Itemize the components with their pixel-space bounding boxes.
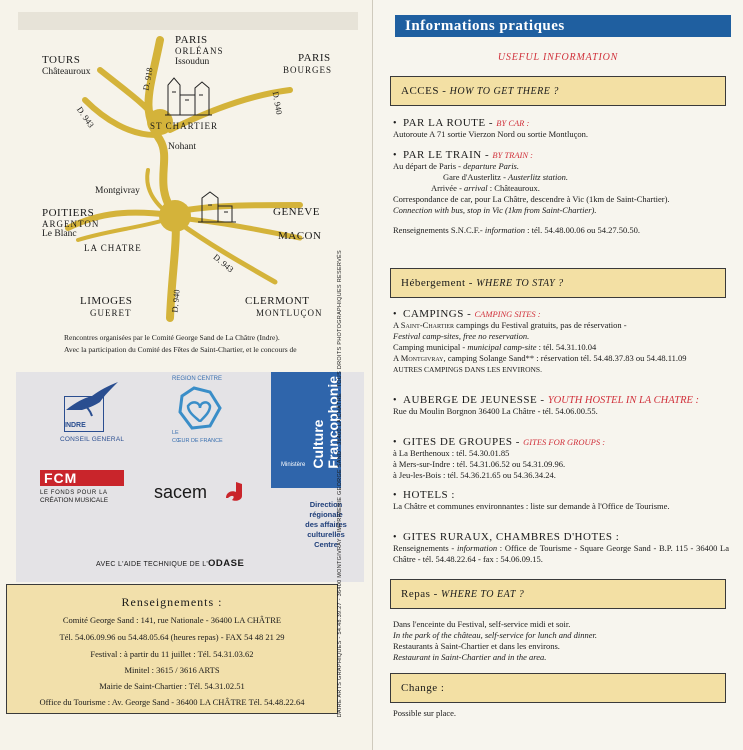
change-band (390, 673, 726, 703)
reng-phone-line: Tél. 54.06.09.96 ou 54.48.05.64 (heures repas) - FAX 54 48 21 29 (59, 632, 285, 642)
reng-minitel-line: Minitel : 3615 / 3616 ARTS (124, 665, 220, 675)
train-l2-en: Austerlitz station. (508, 172, 569, 182)
train-l1-fr: Au départ de Paris - (393, 161, 464, 171)
region-centre-logo (166, 372, 236, 452)
hotels-title: HOTELS : (403, 489, 455, 501)
city-nohant: Nohant (168, 142, 196, 152)
train-connection-en: Connection with bus, stop in Vic (1km from Saint-Chartier). (393, 205, 597, 215)
auberge-address: Rue du Moulin Borgnon 36400 La Châtre - tél. 54.06.00.55. (393, 406, 598, 416)
city-limoges: LIMOGES (80, 295, 133, 307)
reng-comite-line (7, 615, 337, 625)
bullet-icon: • (393, 150, 397, 161)
city-la-chatre: LA CHATRE (84, 243, 142, 253)
repas-band (390, 579, 726, 609)
right-page (372, 0, 743, 750)
road-d943-top: D. 943 (74, 104, 97, 130)
reng-office-address: Av. George Sand - 36400 LA CHÂTRE Tél. 54.48.22.64 (110, 697, 305, 707)
gites-l2: à Mers-sur-Indre : tél. 54.31.06.52 ou 54.31.09.96. (393, 459, 566, 469)
change-text: Possible sur place. (393, 708, 457, 718)
campings-title-en: CAMPING SITES : (474, 309, 541, 319)
city-bourges: BOURGES (283, 65, 333, 75)
gites-ruraux-section (393, 532, 729, 565)
campings-montgivray: A Montgivray (393, 353, 444, 363)
city-issoudun: Issoudun (175, 57, 210, 67)
change-section (393, 708, 729, 719)
castle-icon (165, 78, 212, 115)
train-connection-fr: Correspondance de car, pour La Châtre, descendre à Vic (1km de Saint-Chartier). (393, 194, 670, 204)
change-label: Change : (401, 682, 445, 694)
bird-icon (60, 380, 120, 420)
printer-credit-text: DAIRE ARTS GRAPHIQUES - 54.48.39.27 - 36400 MONTGIVRAY - IMPRIMERIE GEORGE SAND - 36400 LA CHÂTRE - TOUS DROITS PHOTOGRAPHIQUES RESERVÉS (337, 250, 343, 718)
train-l1-en: departure Paris. (463, 161, 519, 171)
sacem-note-icon (222, 480, 244, 502)
technical-aid-prefix: AVEC L'AIDE TECHNIQUE DE L' (96, 561, 209, 568)
train-section (393, 150, 729, 236)
ministere-label: Ministère (281, 462, 306, 468)
hotels-text: La Châtre et communes environnantes : liste sur demande à l'Office de Tourisme. (393, 501, 670, 511)
acces-english: HOW TO GET THERE ? (449, 86, 559, 97)
region-le-label: LE (172, 430, 179, 436)
fcm-tagline-2: CRÉATION MUSICALE (40, 497, 109, 504)
direction-line: Direction (309, 500, 343, 509)
bullet-icon: • (393, 437, 397, 448)
technical-aid-text (96, 558, 244, 569)
repas-l2: In the park of the château, self-service for lunch and dinner. (393, 630, 597, 640)
acces-label: ACCES - (401, 85, 450, 97)
train-title: PAR LE TRAIN - (403, 149, 493, 161)
city-le-blanc: Le Blanc (42, 229, 77, 239)
direction-line: culturelles (307, 530, 345, 539)
city-macon: MACON (278, 230, 322, 242)
conseil-general-label: CONSEIL GENERAL (60, 436, 125, 443)
ruraux-l1-fr: Renseignements - (393, 543, 457, 553)
city-montlucon: MONTLUÇON (256, 308, 323, 318)
renseignements-title: Renseignements : (121, 595, 223, 609)
train-l2-fr: Gare d'Austerlitz - (443, 172, 509, 182)
direction-line: Centre (314, 540, 338, 549)
repas-l1: Dans l'enceinte du Festival, self-service midi et soir. (393, 619, 571, 629)
reng-office-label: Office du Tourisme : (39, 697, 111, 707)
reng-festival-phone: à partir du 11 juillet : Tél. 54.31.03.62 (121, 649, 254, 659)
hotels-section (393, 490, 729, 512)
bullet-icon: • (393, 118, 397, 129)
sncf-information: information (484, 225, 526, 235)
odase-name: ODASE (208, 558, 245, 569)
repas-l3: Restaurants à Saint-Chartier et dans les environs. (393, 641, 560, 651)
printer-credit (337, 250, 347, 720)
auberge-title-en: YOUTH HOSTEL IN LA CHATRE : (547, 395, 700, 406)
acces-band (390, 76, 726, 106)
route-section (393, 118, 729, 140)
renseignements-box (6, 584, 338, 714)
city-clermont: CLERMONT (245, 295, 310, 307)
campings-st-chartier: A Saint-Chartier (393, 320, 454, 330)
repas-section (393, 619, 729, 663)
campings-others: AUTRES CAMPINGS DANS LES ENVIRONS. (393, 365, 542, 374)
campings-title: CAMPINGS - (403, 308, 475, 320)
road-d940-bottom: D. 940 (169, 289, 182, 313)
city-tours: TOURS (42, 54, 81, 66)
hebergement-label: Hébergement - (401, 277, 477, 289)
ruraux-title: GITES RURAUX, CHAMBRES D'HOTES : (403, 531, 620, 543)
city-orleans: ORLÉANS (175, 46, 224, 56)
campings-l3-fr: Camping municipal - (393, 342, 468, 352)
campings-l3-rest: : tél. 54.31.10.04 (536, 342, 597, 352)
city-st-chartier: ST CHARTIER (150, 121, 219, 131)
reng-festival-label: Festival : (90, 649, 122, 659)
road-d940-top: D. 940 (270, 90, 285, 116)
gites-title: GITES DE GROUPES - (403, 436, 524, 448)
region-coeur-label: CŒUR DE FRANCE (172, 438, 223, 444)
bullet-icon: • (393, 490, 397, 501)
route-line: Autoroute A 71 sortie Vierzon Nord ou sortie Montluçon. (393, 129, 589, 139)
reng-mairie-line: Mairie de Saint-Chartier : Tél. 54.31.02.51 (99, 681, 245, 691)
reng-office-line (7, 697, 337, 707)
heart-map-icon (170, 382, 230, 434)
sponsor-logos (16, 372, 364, 582)
campings-l2: Festival camp-sites, free no reservation. (393, 331, 530, 341)
fcm-tagline-1: LE FONDS POUR LA (40, 490, 108, 496)
city-poitiers: POITIERS (42, 207, 95, 219)
bullet-icon: • (393, 532, 397, 543)
campings-l4: , camping Solange Sand** : réservation tél. 54.48.37.83 ou 54.48.11.09 (443, 353, 687, 363)
region-centre-label: REGION CENTRE (172, 376, 223, 382)
hebergement-english: WHERE TO STAY ? (476, 278, 564, 289)
organizers-line-1: Rencontres organisées par le Comité George Sand de La Châtre (Indre). (64, 333, 280, 342)
sacem-wordmark: sacem (154, 482, 208, 502)
gites-l3: à Jeu-les-Bois : tél. 54.36.21.65 ou 54.36.34.24. (393, 470, 556, 480)
train-l3-en: arrival (464, 183, 488, 193)
gites-l1: à La Berthenoux : tél. 54.30.01.85 (393, 448, 510, 458)
road-d918: D. 918 (140, 66, 155, 92)
auberge-section (393, 395, 729, 417)
city-argenton: ARGENTON (42, 219, 100, 229)
gites-title-en: GITES FOR GROUPS : (523, 437, 606, 447)
city-montgivray: Montgivray (95, 186, 140, 196)
route-title: PAR LA ROUTE - (403, 117, 497, 129)
ruraux-information: information (456, 543, 498, 553)
city-gueret: GUERET (90, 308, 132, 318)
city-paris-east: PARIS (298, 52, 331, 64)
culture-word: Culture (310, 419, 326, 469)
direction-line: des affaires (305, 520, 347, 529)
auberge-title: AUBERGE DE JEUNESSE - (403, 394, 548, 406)
campings-l1: campings du Festival gratuits, pas de réservation - (454, 320, 627, 330)
organizers-text (64, 332, 364, 356)
repas-label: Repas - (401, 588, 442, 600)
direction-line: régionale (309, 510, 343, 519)
organizers-line-2: Avec la participation du Comité des Fêtes de Saint-Chartier, et le concours de (64, 345, 297, 354)
page-title: Informations pratiques (395, 15, 731, 37)
fcm-wordmark: FCM (40, 470, 124, 486)
city-chateauroux: Châteauroux (42, 67, 91, 77)
indre-label: INDRE (64, 422, 86, 429)
direction-regionale (288, 500, 364, 550)
route-title-en: BY CAR : (496, 118, 530, 128)
sncf-prefix: Renseignements S.N.C.F.- (393, 225, 485, 235)
useful-subtitle: USEFUL INFORMATION (497, 52, 619, 63)
sncf-phones: : tél. 54.48.00.06 ou 54.27.50.50. (525, 225, 641, 235)
repas-l4: Restaurant in Saint-Chartier and in the area. (393, 652, 547, 662)
culture-francophonie-logo (271, 372, 341, 488)
campings-section (393, 309, 729, 375)
road-d943-bottom: D. 943 (211, 251, 236, 275)
fcm-logo (40, 470, 128, 510)
indre-logo (60, 380, 130, 446)
city-paris-north: PARIS (175, 34, 208, 46)
repas-english: WHERE TO EAT ? (441, 589, 525, 600)
road-map (0, 0, 372, 330)
train-l3-rest: : Châteauroux. (487, 183, 540, 193)
hebergement-band (390, 268, 726, 298)
train-l3-fr: Arrivée - (431, 183, 465, 193)
city-geneve: GENEVE (273, 206, 320, 218)
bullet-icon: • (393, 309, 397, 320)
gites-groupes-section (393, 437, 729, 481)
francophonie-word: Francophonie (325, 376, 341, 469)
ruraux-l1-rest: : Office de Tourisme - Square George Sand - B.P. 115 - 36400 La Châtre - tél. 54.48.22.64 - fax : 54.06.09.15. (393, 543, 730, 564)
campings-l3-en: municipal camp-site (467, 342, 537, 352)
reng-comite-label: Comité George Sand : (62, 615, 139, 625)
bullet-icon: • (393, 395, 397, 406)
reng-comite-address: 141, rue Nationale - 36400 LA CHÂTRE (138, 615, 282, 625)
reng-festival-line (7, 649, 337, 659)
train-title-en: BY TRAIN : (492, 150, 534, 160)
